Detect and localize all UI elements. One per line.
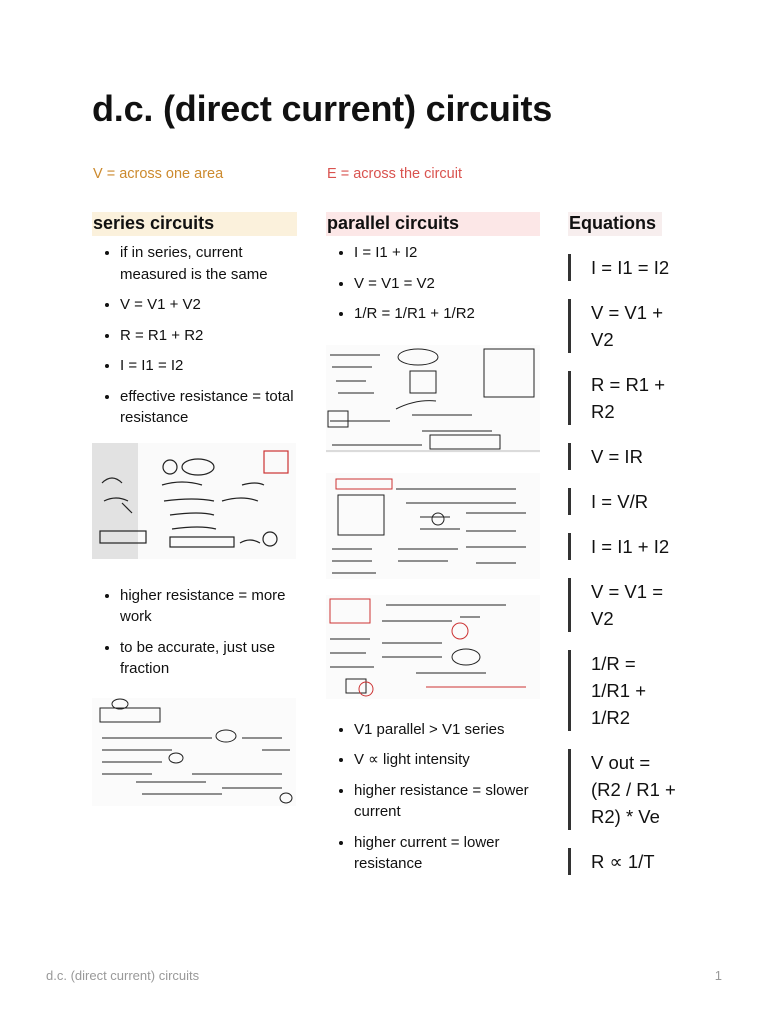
- legend-v-note: V = across one area: [93, 166, 224, 182]
- handwritten-notes-icon: [326, 473, 540, 579]
- equation-item: V = V1 + V2: [568, 299, 679, 353]
- parallel-notes-image: [326, 345, 540, 453]
- list-item: • V = V1 + V2: [120, 294, 297, 316]
- parallel-example-image: [326, 473, 540, 579]
- parallel-heading: parallel circuits: [326, 212, 540, 236]
- list-item: • higher resistance = more work: [120, 585, 297, 628]
- handwritten-notes-icon: [92, 443, 296, 559]
- equation-item: V out = (R2 / R1 + R2) * Ve: [568, 749, 679, 830]
- equations-column: [568, 212, 678, 893]
- list-item: • effective resistance = total resistance: [120, 386, 297, 429]
- series-list-after: [92, 585, 297, 680]
- parallel-column: [326, 212, 540, 884]
- list-item: • I = I1 + I2: [354, 242, 540, 264]
- equation-item: V = V1 = V2: [568, 578, 679, 632]
- list-item: • 1/R = 1/R1 + 1/R2: [354, 303, 540, 325]
- page-title: d.c. (direct current) circuits: [92, 88, 553, 129]
- parallel-list: [326, 242, 540, 325]
- footer-title: d.c. (direct current) circuits: [46, 968, 200, 983]
- equations-list: [568, 254, 678, 875]
- list-item: • higher resistance = slower current: [354, 780, 540, 823]
- list-item: • to be accurate, just use fraction: [120, 637, 297, 680]
- series-heading: series circuits: [92, 212, 297, 236]
- list-item: • V1 parallel > V1 series: [354, 719, 540, 741]
- parallel-list-after: [326, 719, 540, 875]
- handwritten-notes-icon: [92, 698, 296, 806]
- list-item: • I = I1 = I2: [120, 355, 297, 377]
- handwritten-notes-icon: [326, 595, 540, 699]
- series-list: [92, 242, 297, 429]
- equation-item: 1/R = 1/R1 + 1/R2: [568, 650, 679, 731]
- series-practice-image: [92, 698, 296, 806]
- parallel-practice-image: [326, 595, 540, 699]
- series-notes-image: [92, 443, 296, 559]
- equations-heading: Equations: [568, 212, 662, 236]
- equation-item: V = IR: [568, 443, 679, 470]
- list-item: • if in series, current measured is the same: [120, 242, 297, 285]
- list-item: • higher current = lower resistance: [354, 832, 540, 875]
- list-item: • R = R1 + R2: [120, 325, 297, 347]
- equation-item: R = R1 + R2: [568, 371, 679, 425]
- list-item: • V ∝ light intensity: [354, 749, 540, 771]
- equation-item: I = I1 + I2: [568, 533, 679, 560]
- equation-item: I = V/R: [568, 488, 679, 515]
- handwritten-notes-icon: [326, 345, 540, 453]
- list-item: • V = V1 = V2: [354, 273, 540, 295]
- page-number: 1: [714, 968, 722, 983]
- equation-item: R ∝ 1/T: [568, 848, 679, 875]
- equation-item: I = I1 = I2: [568, 254, 679, 281]
- series-column: [92, 212, 297, 806]
- legend-e-note: E = across the circuit: [327, 166, 462, 182]
